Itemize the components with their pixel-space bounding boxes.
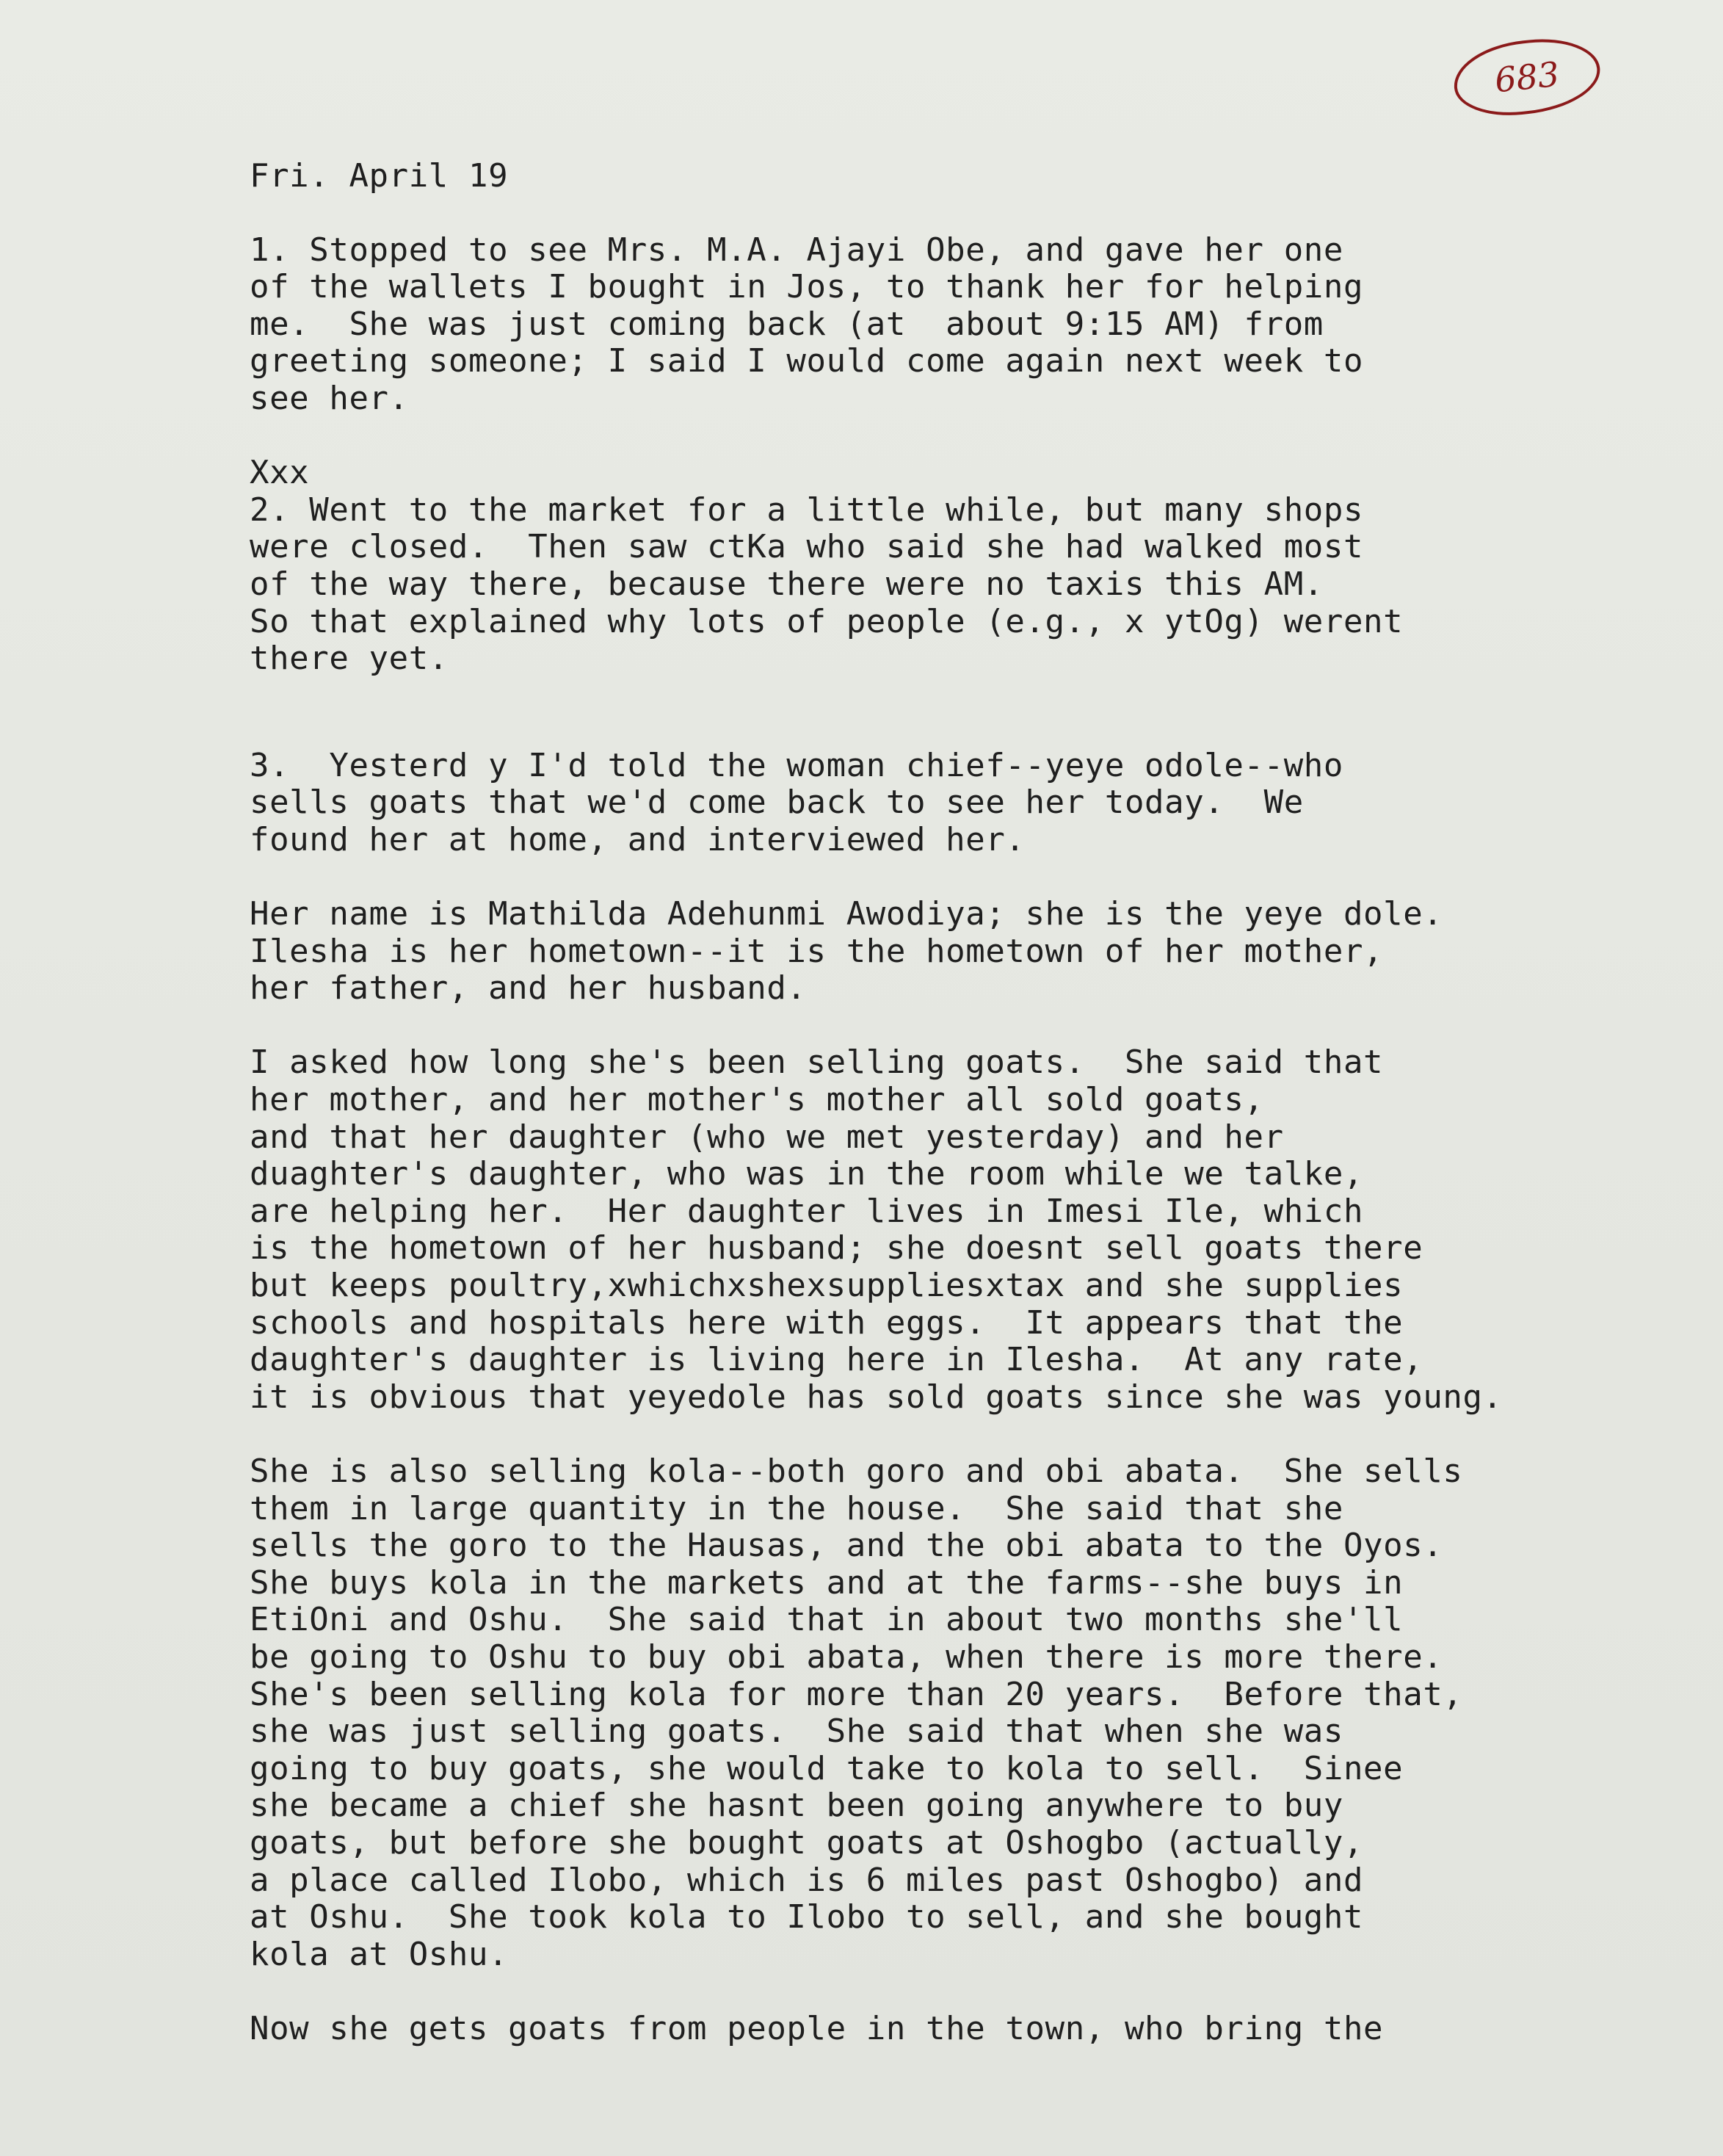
text-line: 1. Stopped to see Mrs. M.A. Ajayi Obe, and gave her one xyxy=(250,231,1343,269)
text-line: of the wallets I bought in Jos, to thank her for helping xyxy=(250,268,1364,306)
text-line: of the way there, because there were no taxis this AM. xyxy=(250,565,1324,603)
text-line: 2. Went to the market for a little while, but many shops xyxy=(250,491,1364,529)
text-line: Now she gets goats from people in the town, who bring the xyxy=(250,2009,1384,2047)
text-line: Her name is Mathilda Adehunmi Awodiya; she is the yeye dole. xyxy=(250,895,1443,933)
text-line: a place called Ilobo, which is 6 miles past Oshogbo) and xyxy=(250,1861,1364,1899)
paragraph-1 xyxy=(250,232,1644,418)
text-line: Ilesha is her hometown--it is the hometown of her mother, xyxy=(250,932,1384,970)
text-line: it is obvious that yeyedole has sold goats since she was young. xyxy=(250,1378,1503,1416)
text-line: were closed. Then saw ctKa who said she had walked most xyxy=(250,528,1364,566)
text-line: 3. Yesterd y I'd told the woman chief--yeye odole--who xyxy=(250,746,1343,784)
text-line: there yet. xyxy=(250,640,449,678)
text-line: sells the goro to the Hausas, and the obi abata to the Oyos. xyxy=(250,1527,1443,1565)
text-line: goats, but before she bought goats at Oshogbo (actually, xyxy=(250,1823,1364,1862)
text-line: daughter's daughter is living here in Ilesha. At any rate, xyxy=(250,1341,1423,1379)
text-line: She is also selling kola--both goro and obi abata. She sells xyxy=(250,1453,1463,1490)
text-line: at Oshu. She took kola to Ilobo to sell, and she bought xyxy=(250,1898,1364,1936)
text-line: see her. xyxy=(250,379,409,417)
text-line: be going to Oshu to buy obi abata, when there is more there. xyxy=(250,1638,1443,1676)
date-heading: Fri. April 19 xyxy=(250,157,509,195)
text-line: So that explained why lots of people (e.g., x ytOg) werent xyxy=(250,602,1404,640)
text-line: are helping her. Her daughter lives in Imesi Ile, which xyxy=(250,1192,1364,1230)
text-line: me. She was just coming back (at about 9:15 AM) from xyxy=(250,305,1324,343)
text-line: she became a chief she hasnt been going anywhere to buy xyxy=(250,1787,1343,1825)
text-line: She's been selling kola for more than 20 years. Before that, xyxy=(250,1675,1463,1713)
text-line: and that her daughter (who we met yesterday) and her xyxy=(250,1118,1284,1156)
text-line: kola at Oshu. xyxy=(250,1935,509,1973)
text-line: them in large quantity in the house. She said that she xyxy=(250,1489,1343,1527)
paragraph-4 xyxy=(250,896,1644,1008)
text-line: her mother, and her mother's mother all sold goats, xyxy=(250,1081,1264,1119)
paragraph-3 xyxy=(250,748,1644,859)
document-body xyxy=(250,158,1644,2048)
text-line: sells goats that we'd come back to see her today. We xyxy=(250,784,1304,822)
text-line: greeting someone; I said I would come again next week to xyxy=(250,342,1364,380)
struck-text: Xxx xyxy=(250,454,310,492)
page-number-circled: 683 xyxy=(1450,33,1603,121)
text-line: EtiOni and Oshu. She said that in about two months she'll xyxy=(250,1601,1404,1639)
text-line: found her at home, and interviewed her. xyxy=(250,820,1026,858)
text-line: she was just selling goats. She said that when she was xyxy=(250,1712,1343,1751)
text-line: duaghter's daughter, who was in the room while we talke, xyxy=(250,1155,1364,1193)
text-line: her father, and her husband. xyxy=(250,969,807,1008)
paragraph-2 xyxy=(250,455,1644,678)
paragraph-6 xyxy=(250,1453,1644,1973)
text-line: going to buy goats, she would take to kola to sell. Sinee xyxy=(250,1749,1404,1787)
paragraph-7 xyxy=(250,2011,1644,2048)
text-line: is the hometown of her husband; she doesnt sell goats there xyxy=(250,1229,1423,1267)
text-line: but keeps poultry,xwhichxshexsuppliesxtax and she supplies xyxy=(250,1267,1404,1305)
text-line: I asked how long she's been selling goats. She said that xyxy=(250,1043,1384,1082)
text-line: She buys kola in the markets and at the farms--she buys in xyxy=(250,1563,1404,1602)
text-line: schools and hospitals here with eggs. It appears that the xyxy=(250,1303,1404,1342)
paragraph-5 xyxy=(250,1044,1644,1416)
